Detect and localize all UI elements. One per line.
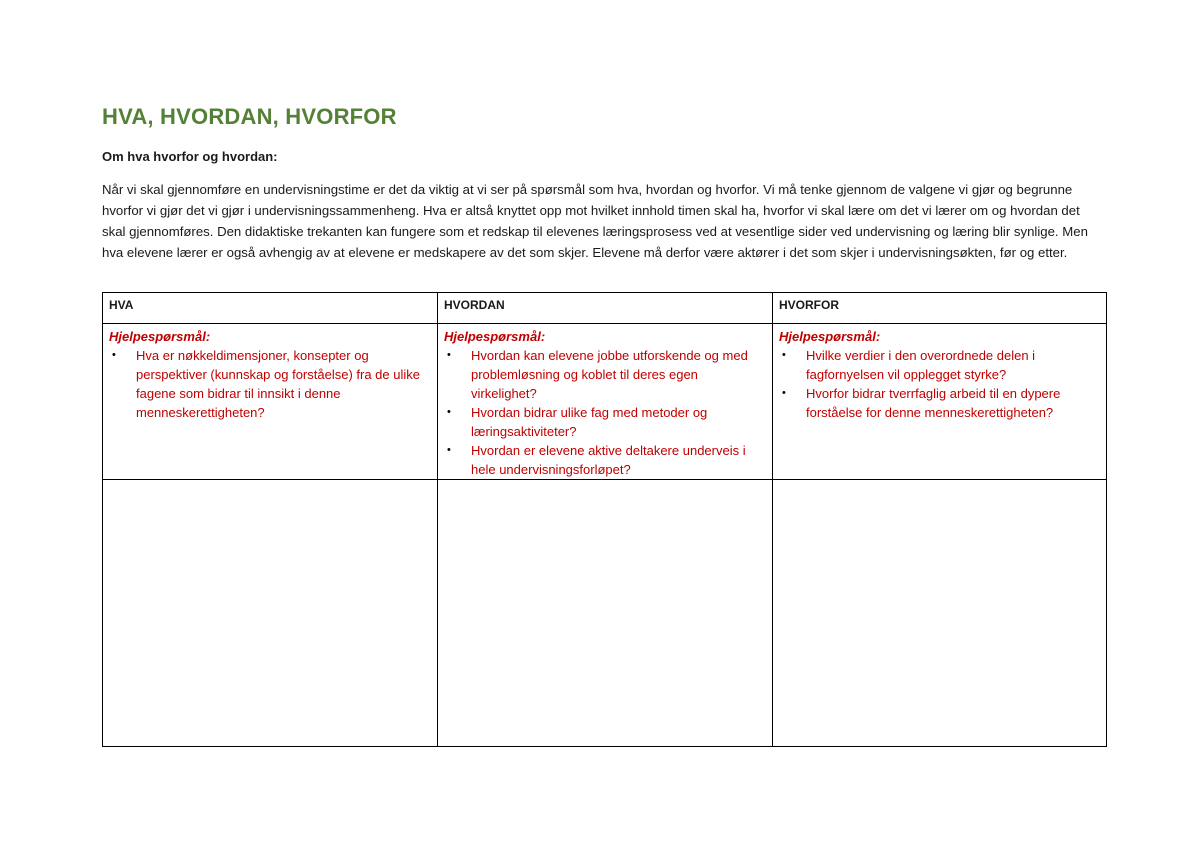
- empty-cell-hvorfor[interactable]: [773, 480, 1107, 747]
- table-header-row: [103, 293, 1107, 324]
- question-list: [444, 346, 766, 479]
- question-list: [109, 346, 431, 422]
- question-item: [109, 346, 431, 422]
- help-label: Hjelpespørsmål:: [779, 329, 881, 344]
- bullet-icon: •: [447, 349, 451, 361]
- question-text: Hvordan kan elevene jobbe utforskende og med problemløsning og koblet til deres egen virkelighet?: [471, 348, 748, 401]
- table-questions-row: [103, 324, 1107, 480]
- question-item: [444, 346, 766, 403]
- question-list: [779, 346, 1100, 422]
- question-item: [779, 346, 1100, 384]
- empty-cell-hvordan[interactable]: [438, 480, 773, 747]
- document-title: HVA, HVORDAN, HVORFOR: [102, 104, 397, 129]
- help-label: Hjelpespørsmål:: [444, 329, 546, 344]
- bullet-icon: •: [447, 444, 451, 456]
- question-text: Hvilke verdier i den overordnede delen i fagfornyelsen vil opplegget styrke?: [806, 348, 1036, 382]
- question-text: Hvorfor bidrar tverrfaglig arbeid til en dypere forståelse for denne menneskerettigheten?: [806, 386, 1061, 420]
- questions-cell-hvorfor: [773, 324, 1107, 480]
- question-text: Hvordan bidrar ulike fag med metoder og læringsaktiviteter?: [471, 405, 708, 439]
- questions-cell-hvordan: [438, 324, 773, 480]
- header-hva: HVA: [103, 293, 438, 324]
- question-text: Hvordan er elevene aktive deltakere underveis i hele undervisningsforløpet?: [471, 443, 746, 477]
- question-text: Hva er nøkkeldimensjoner, konsepter og perspektiver (kunnskap og forståelse) fra de ulike fagene som bidrar til innsikt i denne menneskerettigheten?: [136, 348, 420, 420]
- bullet-icon: •: [782, 349, 786, 361]
- header-hvordan: HVORDAN: [438, 293, 773, 324]
- question-item: [444, 403, 766, 441]
- bullet-icon: •: [782, 387, 786, 399]
- planning-table: [102, 292, 1107, 747]
- question-item: [779, 384, 1100, 422]
- bullet-icon: •: [447, 406, 451, 418]
- table-empty-row: [103, 480, 1107, 747]
- question-item: [444, 441, 766, 479]
- help-label: Hjelpespørsmål:: [109, 329, 211, 344]
- section-subtitle: Om hva hvorfor og hvordan:: [102, 149, 278, 164]
- bullet-icon: •: [112, 349, 116, 361]
- empty-cell-hva[interactable]: [103, 480, 438, 747]
- questions-cell-hva: [103, 324, 438, 480]
- header-hvorfor: HVORFOR: [773, 293, 1107, 324]
- intro-paragraph: Når vi skal gjennomføre en undervisningstime er det da viktig at vi ser på spørsmål som hva, hvordan og hvorfor. Vi må tenke gjennom de valgene vi gjør og begrunne hvorfor vi gjør det vi gjør i undervisningssammenheng. Hva er altså knyttet opp mot hvilket innhold timen skal ha, hvorfor vi skal lære om det vi lærer om og hvordan det skal gjennomføres. Den didaktiske trekanten kan fungere som et redskap til elevenes læringsprosess ved at vesentlige sider ved undervisning og læring blir synlige. Men hva elevene lærer er også avhengig av at elevene er medskapere av det som skjer. Elevene må derfor være aktører i det som skjer i undervisningsøkten, før og etter.: [102, 182, 1088, 260]
